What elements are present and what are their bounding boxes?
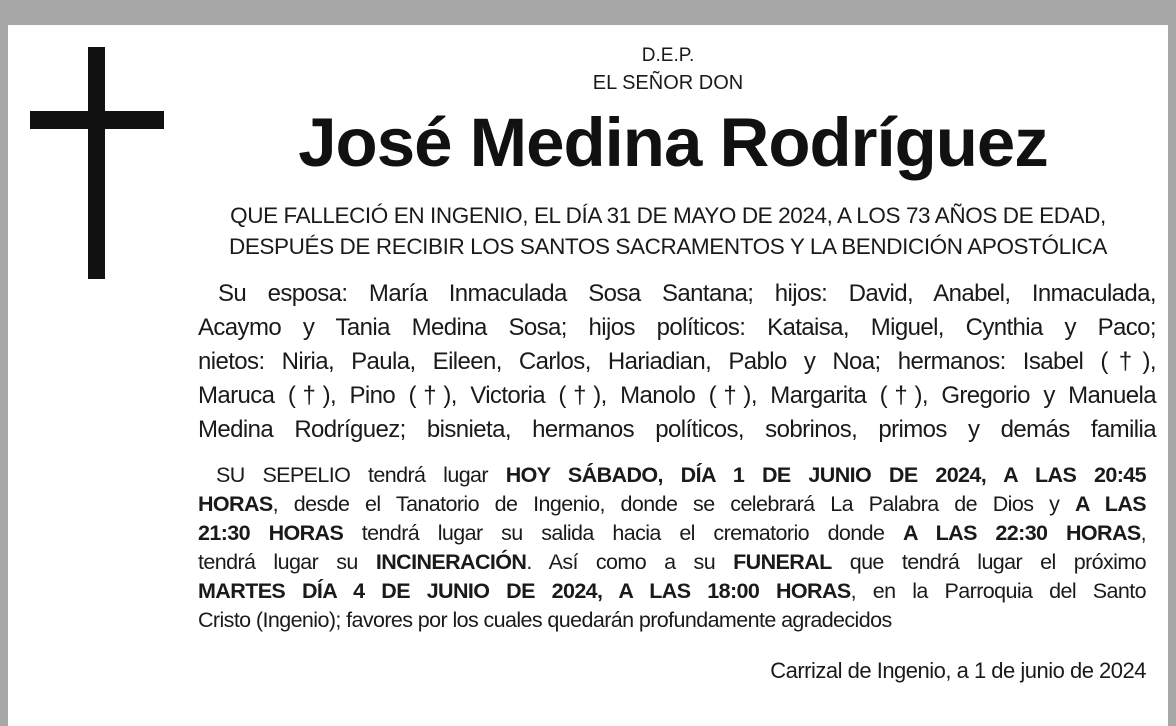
burial-line xyxy=(198,490,1146,519)
dep-heading: D.E.P. xyxy=(641,45,695,66)
place-date: Carrizal de Ingenio, a 1 de junio de 2024 xyxy=(770,658,1146,683)
obituary-notice xyxy=(8,25,1168,726)
funeral-date-time: MARTES DÍA 4 DE JUNIO DE 2024, A LAS 18:00 HORAS xyxy=(198,579,851,603)
burial-line xyxy=(198,577,1146,606)
cremation-time: A LAS 22:30 HORAS xyxy=(902,521,1141,545)
burial-text: que tendrá lugar el próximo xyxy=(831,550,1146,574)
departure-time: 21:30 HORAS xyxy=(198,521,344,545)
family-paragraph xyxy=(198,277,1156,447)
family-line: Su esposa: María Inmaculada Sosa Santana; hijos: David, Anabel, Inmaculada, xyxy=(218,280,1156,307)
burial-line xyxy=(198,519,1146,548)
burial-text: tendrá lugar su salida hacia el crematorio donde xyxy=(343,521,903,545)
burial-text: tendrá lugar su xyxy=(198,550,376,574)
funeral-label: FUNERAL xyxy=(733,550,832,574)
death-notice xyxy=(188,200,1148,262)
death-notice-line: QUE FALLECIÓ EN INGENIO, EL DÍA 31 DE MAYO DE 2024, A LOS 73 AÑOS DE EDAD, xyxy=(230,203,1106,228)
burial-text: SU SEPELIO tendrá lugar xyxy=(216,463,506,487)
burial-line xyxy=(198,606,1146,635)
burial-date-time: HOY SÁBADO, DÍA 1 DE JUNIO DE 2024, A LAS 20:45 xyxy=(505,463,1146,487)
burial-paragraph xyxy=(198,461,1146,635)
family-line: Maruca (†), Pino (†), Victoria (†), Manolo (†), Margarita (†), Gregorio y Manuela xyxy=(198,382,1156,409)
burial-line xyxy=(198,548,1146,577)
burial-hours: HORAS xyxy=(198,492,273,516)
burial-text: , en la Parroquia del Santo xyxy=(850,579,1146,603)
family-line: nietos: Niria, Paula, Eileen, Carlos, Hariadian, Pablo y Noa; hermanos: Isabel (†), xyxy=(198,348,1156,375)
burial-text: Cristo (Ingenio); favores por los cuales quedarán profundamente agradecidos xyxy=(198,608,892,632)
family-line: Acaymo y Tania Medina Sosa; hijos políticos: Kataisa, Miguel, Cynthia y Paco; xyxy=(198,314,1156,341)
burial-text: . Así como a su xyxy=(526,550,734,574)
incineration-label: INCINERACIÓN xyxy=(375,550,527,574)
death-notice-line: DESPUÉS DE RECIBIR LOS SANTOS SACRAMENTOS Y LA BENDICIÓN APOSTÓLICA xyxy=(228,234,1108,259)
burial-line xyxy=(198,461,1146,490)
cross-icon xyxy=(88,47,105,279)
burial-text: , xyxy=(1140,521,1146,545)
deceased-name: José Medina Rodríguez xyxy=(298,104,1048,181)
family-line: Medina Rodríguez; bisnieta, hermanos políticos, sobrinos, primos y demás familia xyxy=(198,416,1156,443)
title-line: EL SEÑOR DON xyxy=(592,72,744,94)
cross-icon-bar xyxy=(30,111,164,129)
burial-text: , desde el Tanatorio de Ingenio, donde se celebrará La Palabra de Dios y xyxy=(272,492,1075,516)
burial-at: A LAS xyxy=(1074,492,1147,516)
